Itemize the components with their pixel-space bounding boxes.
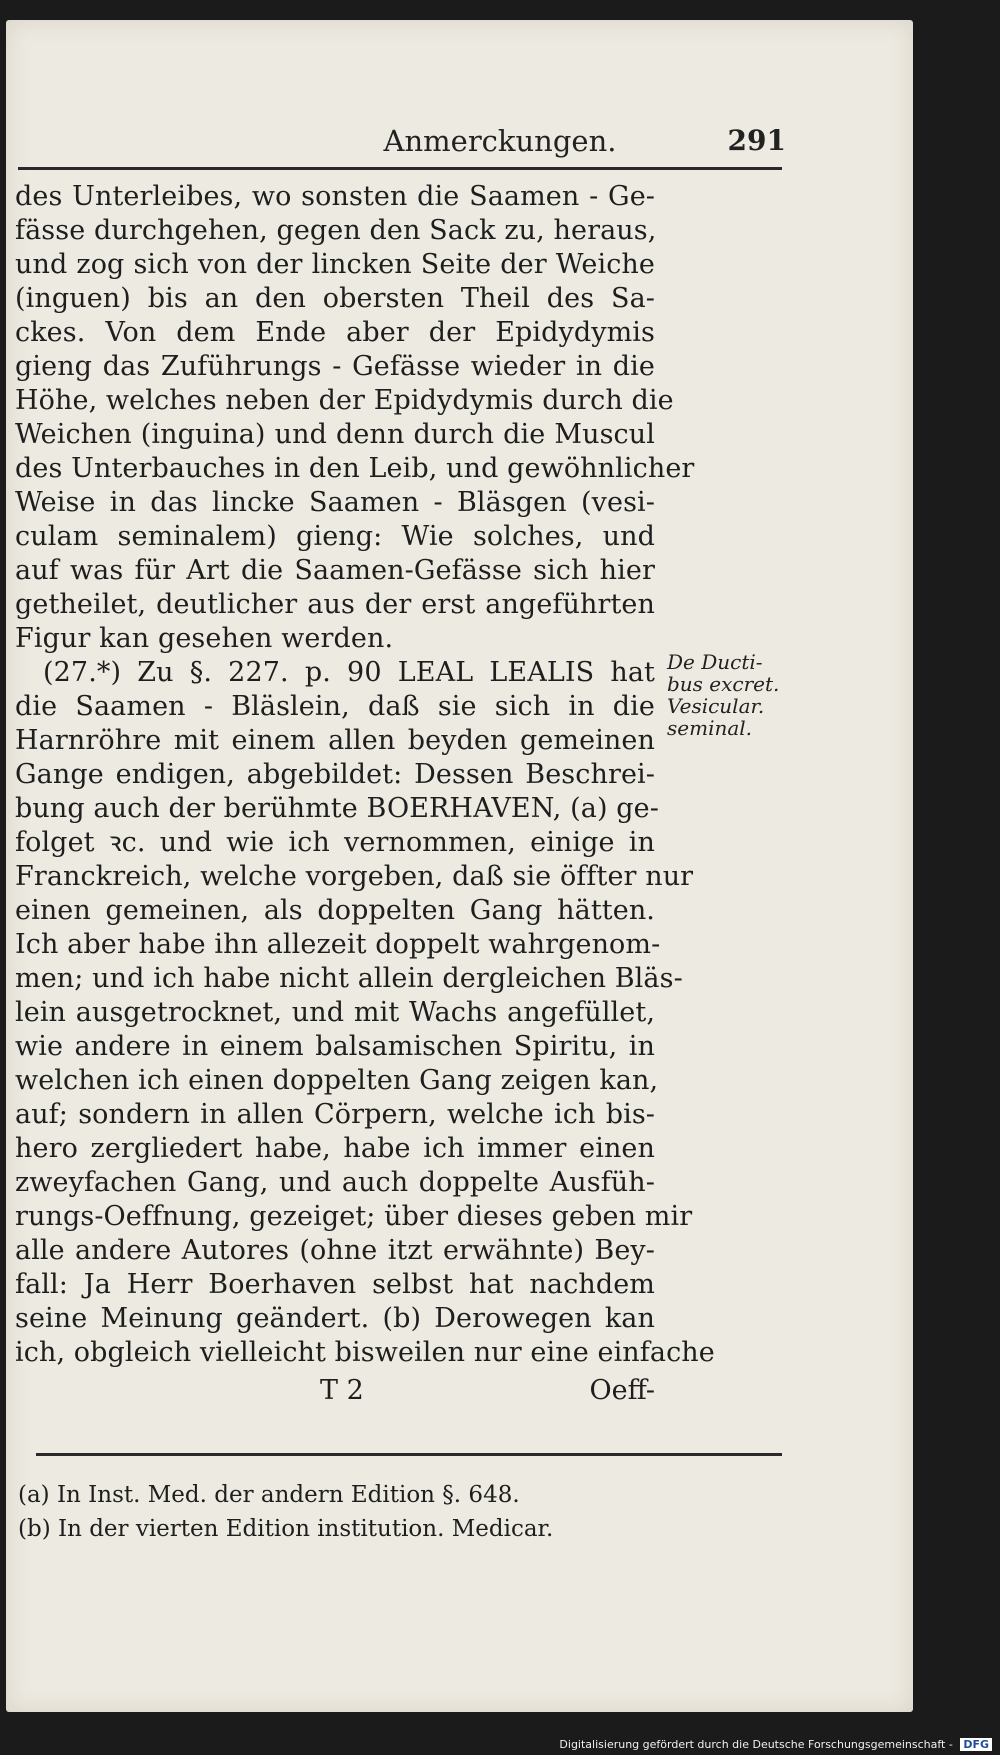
signature-line <box>15 1375 655 1409</box>
text-line: auf was für Art die Saamen-Gefässe sich hier <box>15 555 655 586</box>
text-line: gieng das Zuführungs - Gefässe wieder in die <box>15 351 655 382</box>
text-line: einen gemeinen, als doppelten Gang hätten. <box>15 895 655 926</box>
page-number: 291 <box>727 124 786 157</box>
text-line: rungs-Oeffnung, gezeiget; über dieses geben mir <box>15 1201 693 1232</box>
text-line: bung auch der berühmte BOERHAVEN, (a) ge- <box>15 793 659 824</box>
text-line: fässe durchgehen, gegen den Sack zu, heraus, <box>15 215 657 246</box>
text-line: des Unterbauches in den Leib, und gewöhnlicher <box>15 453 695 484</box>
marginal-note-line: De Ducti- <box>667 650 763 674</box>
text-line: Gange endigen, abgebildet: Dessen Beschrei- <box>15 759 655 790</box>
text-line: auf; sondern in allen Cörpern, welche ich bis- <box>15 1099 655 1130</box>
marginal-note-line: bus excret. <box>667 672 780 696</box>
footnote: (b) In der vierten Edition institution. Medicar. <box>18 1516 554 1542</box>
text-line: Weise in das lincke Saamen - Bläsgen (vesi- <box>15 487 655 518</box>
footnotes <box>18 1478 718 1546</box>
text-line: seine Meinung geändert. (b) Derowegen kan <box>15 1303 655 1334</box>
text-line: des Unterleibes, wo sonsten die Saamen - Ge- <box>15 181 655 212</box>
marginal-note <box>667 651 792 739</box>
signature-mark: T 2 <box>320 1375 364 1406</box>
text-line: fall: Ja Herr Boerhaven selbst hat nachdem <box>15 1269 655 1300</box>
text-line: die Saamen - Bläslein, daß sie sich in die <box>15 691 655 722</box>
header-rule <box>18 167 782 170</box>
text-line: men; und ich habe nicht allein dergleichen Bläs- <box>15 963 683 994</box>
text-line: zweyfachen Gang, und auch doppelte Ausfüh- <box>15 1167 655 1198</box>
text-line: hero zergliedert habe, habe ich immer einen <box>15 1133 655 1164</box>
marginal-note-line: seminal. <box>667 716 753 740</box>
text-line: welchen ich einen doppelten Gang zeigen kan, <box>15 1065 659 1096</box>
text-line: (27.*) Zu §. 227. p. 90 LEAL LEALIS hat <box>43 657 655 688</box>
text-line: (inguen) bis an den obersten Theil des Sa- <box>15 283 655 314</box>
text-line: ich, obgleich vielleicht bisweilen nur eine einfache <box>15 1337 715 1368</box>
text-line: Harnröhre mit einem allen beyden gemeinen <box>15 725 655 756</box>
credit-text: Digitalisierung gefördert durch die Deutsche Forschungsgemeinschaft - <box>559 1738 953 1751</box>
footnote: (a) In Inst. Med. der andern Edition §. 648. <box>18 1482 520 1508</box>
text-line: culam seminalem) gieng: Wie solches, und <box>15 521 655 552</box>
text-line: alle andere Autores (ohne itzt erwähnte) Bey- <box>15 1235 655 1266</box>
text-line: Weichen (inguina) und denn durch die Muscul <box>15 419 655 450</box>
digitization-credit <box>559 1738 992 1751</box>
text-line: wie andere in einem balsamischen Spiritu, in <box>15 1031 655 1062</box>
text-line: getheilet, deutlicher aus der erst angeführten <box>15 589 655 620</box>
footnote-rule <box>36 1453 782 1456</box>
text-line: lein ausgetrocknet, und mit Wachs angefüllet, <box>15 997 655 1028</box>
text-line: Figur kan gesehen werden. <box>15 623 394 654</box>
marginal-note-line: Vesicular. <box>667 694 765 718</box>
text-line: folget ꝛc. und wie ich vernommen, einige in <box>15 827 655 858</box>
text-line: Franckreich, welche vorgeben, daß sie öffter nur <box>15 861 694 892</box>
catchword: Oeff- <box>589 1375 655 1406</box>
text-line: ckes. Von dem Ende aber der Epidydymis <box>15 317 655 348</box>
running-title: Anmerckungen. <box>383 124 617 158</box>
text-line: Ich aber habe ihn allezeit doppelt wahrgenom- <box>15 929 661 960</box>
text-line: und zog sich von der lincken Seite der Weiche <box>15 249 655 280</box>
dfg-logo: DFG <box>960 1738 992 1751</box>
text-line: Höhe, welches neben der Epidydymis durch die <box>15 385 674 416</box>
